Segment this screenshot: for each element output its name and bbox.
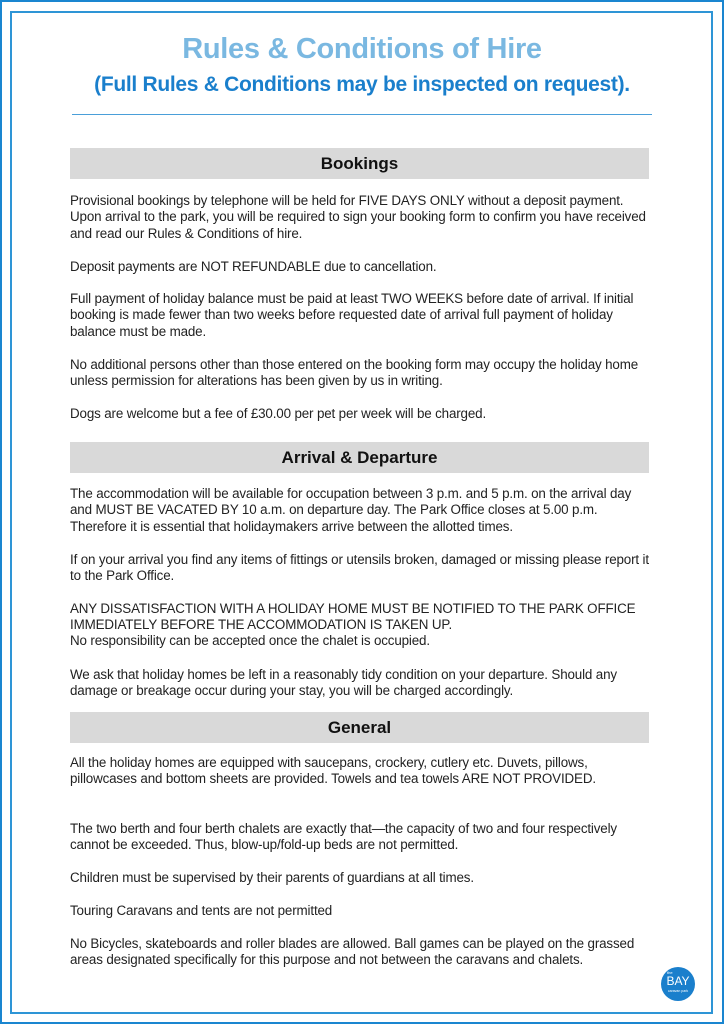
arrival-paragraph-2: If on your arrival you find any items of fittings or utensils broken, damaged or missing please report it to the Park Office.: [70, 552, 649, 584]
bay-caravan-park-logo: [661, 967, 695, 1001]
arrival-paragraph-3: ANY DISSATISFACTION WITH A HOLIDAY HOME MUST BE NOTIFIED TO THE PARK OFFICE IMMEDIATELY BEFORE THE ACCOMMODATION IS TAKEN UP.: [70, 601, 636, 633]
title-divider: [72, 114, 652, 115]
section-heading-general: General: [70, 712, 649, 743]
section-heading-arrival-departure: Arrival & Departure: [70, 442, 649, 473]
logo-bay-text: BAY: [666, 974, 690, 988]
bookings-paragraph-4: No additional persons other than those entered on the booking form may occupy the holiday home unless permission for alterations has been given by us in writing.: [70, 357, 639, 389]
arrival-paragraph-1: The accommodation will be available for occupation between 3 p.m. and 5 p.m. on the arrival day and MUST BE VACATED BY 10 a.m. on departure day. The Park Office closes at 5.00 p.m. Therefore it is essential that holidaymakers arrive between the allotted times.: [70, 486, 632, 534]
general-paragraph-2: The two berth and four berth chalets are exactly that—the capacity of two and four respectively cannot be exceeded. Thus, blow-up/fold-up beds are not permitted.: [70, 821, 617, 853]
general-paragraph-1: All the holiday homes are equipped with saucepans, crockery, cutlery etc. Duvets, pillows, pillowcases and bottom sheets are provided. Towels and tea towels ARE NOT PROVIDED.: [70, 755, 596, 787]
page-title: Rules & Conditions of Hire: [182, 33, 542, 65]
arrival-paragraph-5: We ask that holiday homes be left in a reasonably tidy condition on your departure. Should any damage or breakage occur during your stay, you will be charged accordingly.: [70, 667, 617, 699]
bookings-paragraph-2: Deposit payments are NOT REFUNDABLE due to cancellation.: [70, 259, 437, 274]
bookings-paragraph-1: Provisional bookings by telephone will be held for FIVE DAYS ONLY without a deposit payment. Upon arrival to the park, you will be required to sign your booking form to confirm you have received and read our Rules & Conditions of hire.: [70, 193, 646, 241]
page-subtitle: (Full Rules & Conditions may be inspected on request).: [94, 73, 630, 96]
bookings-paragraph-3: Full payment of holiday balance must be paid at least TWO WEEKS before date of arrival. If initial booking is made fewer than two weeks before requested date of arrival full payment of holiday balance must be made.: [70, 291, 634, 339]
general-paragraph-5: No Bicycles, skateboards and roller blades are allowed. Ball games can be played on the grassed areas designated specifically for this purpose and not between the caravans and chalets.: [70, 936, 635, 968]
logo-the-text: the: [667, 970, 673, 975]
bookings-paragraph-5: Dogs are welcome but a fee of £30.00 per pet per week will be charged.: [70, 406, 487, 421]
arrival-paragraph-4: No responsibility can be accepted once the chalet is occupied.: [70, 633, 430, 648]
section-heading-bookings: Bookings: [70, 148, 649, 179]
general-paragraph-3: Children must be supervised by their parents of guardians at all times.: [70, 870, 474, 885]
general-paragraph-4: Touring Caravans and tents are not permitted: [70, 903, 333, 918]
logo-caravan-park-text: caravan park: [667, 989, 689, 993]
